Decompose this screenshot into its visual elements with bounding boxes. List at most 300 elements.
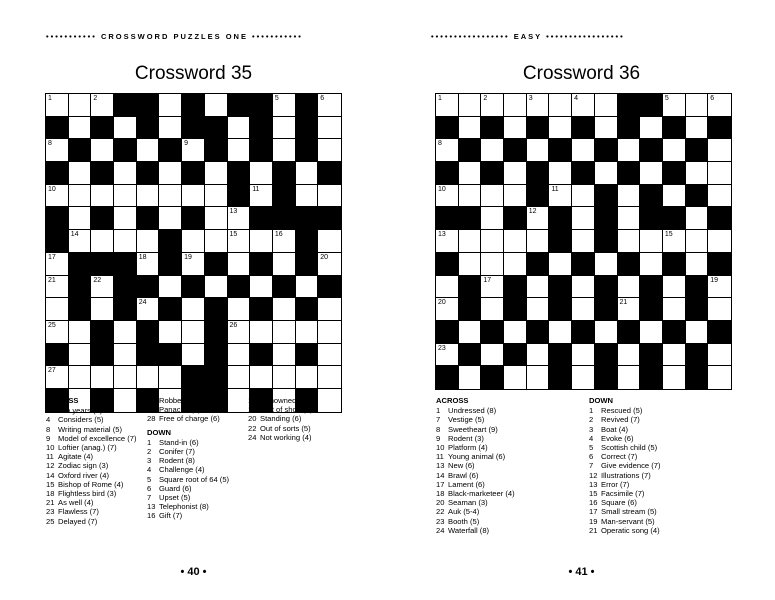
grid-cell[interactable] <box>481 344 504 367</box>
grid-cell[interactable] <box>318 298 341 321</box>
grid-cell[interactable] <box>640 321 663 344</box>
grid-cell[interactable] <box>572 276 595 299</box>
grid-cell[interactable] <box>250 276 273 299</box>
grid-cell[interactable] <box>504 366 527 389</box>
block-cell <box>159 230 182 253</box>
clue <box>436 471 536 480</box>
grid-cell[interactable] <box>708 185 731 208</box>
cell-number: 9 <box>184 140 189 148</box>
clue <box>589 526 689 535</box>
grid-cell[interactable] <box>504 230 527 253</box>
grid-cell[interactable] <box>46 321 69 344</box>
grid-cell[interactable] <box>504 321 527 344</box>
block-cell <box>137 344 160 367</box>
grid-cell[interactable] <box>504 117 527 140</box>
grid-cell[interactable] <box>459 366 482 389</box>
grid-cell[interactable] <box>159 276 182 299</box>
grid-cell[interactable] <box>504 94 527 117</box>
grid-cell[interactable] <box>69 117 92 140</box>
cell-number: 11 <box>252 185 260 193</box>
clue-number: 4 <box>147 465 152 475</box>
clue-text: Scottish child (5) <box>601 443 658 453</box>
grid-cell[interactable] <box>686 117 709 140</box>
grid-cell[interactable] <box>595 162 618 185</box>
grid-cell[interactable] <box>69 185 92 208</box>
grid-cell[interactable] <box>137 298 160 321</box>
grid-cell[interactable] <box>159 185 182 208</box>
grid-cell[interactable] <box>273 117 296 140</box>
block-cell <box>595 366 618 389</box>
grid-cell[interactable] <box>69 366 92 389</box>
block-cell <box>436 207 459 230</box>
clue-number: 10 <box>46 443 55 453</box>
grid-cell[interactable] <box>686 253 709 276</box>
clue-number: 9 <box>436 433 441 443</box>
grid-cell[interactable] <box>250 230 273 253</box>
block-cell <box>46 230 69 253</box>
grid-cell[interactable] <box>182 185 205 208</box>
grid-cell[interactable] <box>572 366 595 389</box>
grid-cell[interactable] <box>318 117 341 140</box>
grid-cell[interactable] <box>572 298 595 321</box>
grid-cell[interactable] <box>504 162 527 185</box>
grid-cell[interactable] <box>549 321 572 344</box>
grid-cell[interactable] <box>228 344 251 367</box>
grid-cell[interactable] <box>549 253 572 276</box>
grid-cell[interactable] <box>46 253 69 276</box>
block-cell <box>159 253 182 276</box>
grid-cell[interactable] <box>137 253 160 276</box>
grid-cell[interactable] <box>527 139 550 162</box>
grid-cell[interactable] <box>640 253 663 276</box>
grid-cell[interactable] <box>618 207 641 230</box>
cell-number: 10 <box>48 185 56 193</box>
clue <box>46 480 146 489</box>
block-cell <box>296 298 319 321</box>
grid-cell[interactable] <box>708 162 731 185</box>
grid-cell[interactable] <box>69 207 92 230</box>
grid-cell[interactable] <box>436 185 459 208</box>
grid-cell[interactable] <box>618 230 641 253</box>
clue-text: Upset (5) <box>159 493 191 503</box>
grid-cell[interactable] <box>708 298 731 321</box>
grid-cell[interactable] <box>549 162 572 185</box>
grid-cell[interactable] <box>205 162 228 185</box>
clue-text: Rescued (5) <box>601 406 643 416</box>
grid-cell[interactable] <box>595 94 618 117</box>
grid-cell[interactable] <box>205 94 228 117</box>
block-cell <box>114 298 137 321</box>
grid-cell[interactable] <box>459 94 482 117</box>
grid-cell[interactable] <box>228 207 251 230</box>
block-cell <box>228 185 251 208</box>
block-cell <box>137 321 160 344</box>
grid-cell[interactable] <box>572 230 595 253</box>
grid-cell[interactable] <box>273 366 296 389</box>
grid-cell[interactable] <box>618 344 641 367</box>
grid-cell[interactable] <box>205 207 228 230</box>
clue-text: Booth (5) <box>448 516 480 526</box>
clue <box>436 498 536 507</box>
grid-cell[interactable] <box>250 162 273 185</box>
grid-cell[interactable] <box>318 321 341 344</box>
clue <box>147 465 247 474</box>
clue-text: Panache (5) <box>159 405 201 415</box>
grid-cell[interactable] <box>708 230 731 253</box>
grid-cell[interactable] <box>46 139 69 162</box>
grid-cell[interactable] <box>69 162 92 185</box>
grid-cell[interactable] <box>182 321 205 344</box>
grid-cell[interactable] <box>663 298 686 321</box>
grid-cell[interactable] <box>46 298 69 321</box>
grid-cell[interactable] <box>273 344 296 367</box>
grid-cell[interactable] <box>114 366 137 389</box>
clue <box>46 489 146 498</box>
page-number: • 41 • <box>568 566 595 578</box>
grid-cell[interactable] <box>318 253 341 276</box>
grid-cell[interactable] <box>504 185 527 208</box>
clue <box>589 452 689 461</box>
clue-text: Operatic song (4) <box>601 525 660 535</box>
grid-cell[interactable] <box>481 207 504 230</box>
grid-cell[interactable] <box>708 139 731 162</box>
grid-cell[interactable] <box>159 321 182 344</box>
grid-cell[interactable] <box>527 366 550 389</box>
grid-cell[interactable] <box>481 230 504 253</box>
clue-number: 8 <box>46 424 51 434</box>
grid-cell[interactable] <box>663 366 686 389</box>
block-cell <box>640 276 663 299</box>
clue-text: Loftier (anag.) (7) <box>58 443 117 453</box>
grid-cell[interactable] <box>46 276 69 299</box>
grid-cell[interactable] <box>436 344 459 367</box>
grid-cell[interactable] <box>114 117 137 140</box>
clue <box>436 461 536 470</box>
grid-cell[interactable] <box>137 139 160 162</box>
clue-text: Black-marketeer (4) <box>448 489 515 499</box>
grid-cell[interactable] <box>663 139 686 162</box>
grid-cell[interactable] <box>572 344 595 367</box>
grid-cell[interactable] <box>572 94 595 117</box>
grid-cell[interactable] <box>481 298 504 321</box>
grid-cell[interactable] <box>527 207 550 230</box>
grid-cell[interactable] <box>159 94 182 117</box>
grid-cell[interactable] <box>459 321 482 344</box>
grid-cell[interactable] <box>91 139 114 162</box>
grid-cell[interactable] <box>205 230 228 253</box>
grid-cell[interactable] <box>46 185 69 208</box>
grid-cell[interactable] <box>436 276 459 299</box>
grid-cell[interactable] <box>159 117 182 140</box>
block-cell <box>663 253 686 276</box>
grid-cell[interactable] <box>318 139 341 162</box>
grid-cell[interactable] <box>595 253 618 276</box>
grid-cell[interactable] <box>618 366 641 389</box>
clue <box>248 396 348 405</box>
grid-cell[interactable] <box>708 276 731 299</box>
grid-cell[interactable] <box>182 253 205 276</box>
clue <box>589 489 689 498</box>
grid-cell[interactable] <box>69 94 92 117</box>
grid-cell[interactable] <box>640 230 663 253</box>
clue-text: Gift (7) <box>159 511 183 521</box>
clue-number: 27 <box>147 405 156 415</box>
block-cell <box>504 207 527 230</box>
block-cell <box>504 139 527 162</box>
cell-number: 20 <box>320 253 329 261</box>
clue-number: 1 <box>46 406 51 416</box>
grid-cell[interactable] <box>159 207 182 230</box>
grid-cell[interactable] <box>159 366 182 389</box>
clue-number: 13 <box>147 502 156 512</box>
grid-cell[interactable] <box>527 344 550 367</box>
clue-text: Ten years (6) <box>58 406 103 416</box>
grid-cell[interactable] <box>296 366 319 389</box>
grid-cell[interactable] <box>114 321 137 344</box>
clue-text: Robbery (5) <box>159 396 200 405</box>
running-header: ••••••••••••••••• EASY ••••••••••••••••• <box>431 32 625 41</box>
grid-cell[interactable] <box>159 162 182 185</box>
grid-cell[interactable] <box>640 117 663 140</box>
grid-cell[interactable] <box>459 253 482 276</box>
grid-cell[interactable] <box>527 230 550 253</box>
grid-cell[interactable] <box>663 185 686 208</box>
grid-cell[interactable] <box>296 185 319 208</box>
clue-column <box>147 396 247 521</box>
grid-cell[interactable] <box>91 276 114 299</box>
grid-cell[interactable] <box>91 298 114 321</box>
grid-cell[interactable] <box>273 94 296 117</box>
grid-cell[interactable] <box>273 298 296 321</box>
grid-cell[interactable] <box>527 94 550 117</box>
grid-cell[interactable] <box>114 344 137 367</box>
grid-cell[interactable] <box>228 366 251 389</box>
grid-cell[interactable] <box>527 298 550 321</box>
grid-cell[interactable] <box>273 253 296 276</box>
block-cell <box>182 207 205 230</box>
grid-cell[interactable] <box>663 276 686 299</box>
grid-cell[interactable] <box>459 185 482 208</box>
clue-number: 13 <box>436 461 445 471</box>
block-cell <box>504 344 527 367</box>
cell-number: 6 <box>710 95 715 102</box>
block-cell <box>436 117 459 140</box>
grid-cell[interactable] <box>504 253 527 276</box>
grid-cell[interactable] <box>663 230 686 253</box>
grid-cell[interactable] <box>250 366 273 389</box>
block-cell <box>182 162 205 185</box>
grid-cell[interactable] <box>436 139 459 162</box>
grid-cell[interactable] <box>595 321 618 344</box>
grid-cell[interactable] <box>137 185 160 208</box>
cell-number: 17 <box>483 276 492 284</box>
grid-cell[interactable] <box>296 276 319 299</box>
grid-cell[interactable] <box>459 117 482 140</box>
grid-cell[interactable] <box>318 185 341 208</box>
grid-cell[interactable] <box>663 344 686 367</box>
cell-number: 3 <box>138 95 143 102</box>
grid-cell[interactable] <box>481 185 504 208</box>
clue-heading: DOWN <box>589 396 614 405</box>
clue <box>436 526 536 535</box>
block-cell <box>114 139 137 162</box>
grid-cell[interactable] <box>228 117 251 140</box>
grid-cell[interactable] <box>114 185 137 208</box>
grid-cell[interactable] <box>572 139 595 162</box>
grid-cell[interactable] <box>436 230 459 253</box>
cell-number: 22 <box>528 321 537 329</box>
block-cell <box>318 276 341 299</box>
grid-cell[interactable] <box>137 366 160 389</box>
grid-cell[interactable] <box>69 321 92 344</box>
clue-text: As well (4) <box>58 498 94 508</box>
block-cell <box>250 94 273 117</box>
block-cell <box>527 253 550 276</box>
cell-number: 11 <box>551 185 559 193</box>
grid-cell[interactable] <box>228 139 251 162</box>
block-cell <box>91 207 114 230</box>
cell-number: 21 <box>48 276 56 284</box>
grid-cell[interactable] <box>618 298 641 321</box>
grid-cell[interactable] <box>46 366 69 389</box>
grid-cell[interactable] <box>318 94 341 117</box>
grid-cell[interactable] <box>481 139 504 162</box>
cell-number: 7 <box>619 117 624 125</box>
grid-cell[interactable] <box>182 139 205 162</box>
block-cell <box>686 298 709 321</box>
grid-cell[interactable] <box>549 117 572 140</box>
grid-cell[interactable] <box>686 207 709 230</box>
grid-cell[interactable] <box>708 94 731 117</box>
block-cell <box>618 94 641 117</box>
clue <box>589 406 689 415</box>
clue <box>147 475 247 484</box>
block-cell <box>296 117 319 140</box>
grid-cell[interactable] <box>527 276 550 299</box>
clue-text: Sweetheart (9) <box>448 424 498 434</box>
grid-cell[interactable] <box>46 94 69 117</box>
grid-cell[interactable] <box>91 185 114 208</box>
block-cell <box>46 117 69 140</box>
block-cell <box>663 162 686 185</box>
grid-cell[interactable] <box>595 117 618 140</box>
grid-cell[interactable] <box>114 207 137 230</box>
grid-cell[interactable] <box>686 321 709 344</box>
grid-cell[interactable] <box>182 298 205 321</box>
grid-cell[interactable] <box>686 230 709 253</box>
grid-cell[interactable] <box>459 162 482 185</box>
grid-cell[interactable] <box>618 185 641 208</box>
block-cell <box>159 344 182 367</box>
grid-cell[interactable] <box>182 344 205 367</box>
clue <box>436 489 536 498</box>
grid-cell[interactable] <box>296 321 319 344</box>
block-cell <box>318 162 341 185</box>
grid-cell[interactable] <box>250 321 273 344</box>
grid-cell[interactable] <box>436 298 459 321</box>
grid-cell[interactable] <box>114 230 137 253</box>
clue-number: 24 <box>436 525 445 535</box>
grid-cell[interactable] <box>686 94 709 117</box>
grid-cell[interactable] <box>572 185 595 208</box>
grid-cell[interactable] <box>273 321 296 344</box>
grid-cell[interactable] <box>436 94 459 117</box>
grid-cell[interactable] <box>273 139 296 162</box>
grid-cell[interactable] <box>459 230 482 253</box>
grid-cell[interactable] <box>481 253 504 276</box>
grid-cell[interactable] <box>205 185 228 208</box>
block-cell <box>481 321 504 344</box>
grid-cell[interactable] <box>91 230 114 253</box>
block-cell <box>640 139 663 162</box>
cell-number: 6 <box>320 95 325 102</box>
grid-cell[interactable] <box>296 162 319 185</box>
right-page <box>388 0 775 600</box>
grid-cell[interactable] <box>318 366 341 389</box>
clue-number: 23 <box>46 507 55 517</box>
left-page <box>0 0 387 600</box>
grid-cell[interactable] <box>91 366 114 389</box>
grid-cell[interactable] <box>318 344 341 367</box>
block-cell <box>572 162 595 185</box>
clue-number: 25 <box>46 516 55 526</box>
block-cell <box>91 321 114 344</box>
clue <box>147 456 247 465</box>
clue <box>46 443 146 452</box>
grid-cell[interactable] <box>69 344 92 367</box>
cell-number: 23 <box>184 276 192 284</box>
grid-cell[interactable] <box>640 162 663 185</box>
grid-cell[interactable] <box>481 94 504 117</box>
block-cell <box>595 344 618 367</box>
grid-cell[interactable] <box>708 366 731 389</box>
grid-cell[interactable] <box>618 276 641 299</box>
grid-cell[interactable] <box>481 276 504 299</box>
grid-cell[interactable] <box>91 94 114 117</box>
block-cell <box>273 207 296 230</box>
cell-number: 14 <box>70 231 79 239</box>
clue-number: 1 <box>147 437 152 447</box>
grid-cell[interactable] <box>228 321 251 344</box>
grid-cell[interactable] <box>549 94 572 117</box>
grid-cell[interactable] <box>708 344 731 367</box>
grid-cell[interactable] <box>663 94 686 117</box>
clue-text: Rodent (3) <box>448 433 484 443</box>
clue <box>46 507 146 516</box>
grid-cell[interactable] <box>228 253 251 276</box>
grid-cell[interactable] <box>318 230 341 253</box>
block-cell <box>686 366 709 389</box>
grid-cell[interactable] <box>114 162 137 185</box>
grid-cell[interactable] <box>572 207 595 230</box>
cell-number: 5 <box>274 95 279 102</box>
grid-cell[interactable] <box>618 139 641 162</box>
grid-cell[interactable] <box>250 185 273 208</box>
grid-cell[interactable] <box>228 230 251 253</box>
grid-cell[interactable] <box>686 162 709 185</box>
grid-cell[interactable] <box>205 276 228 299</box>
grid-cell[interactable] <box>69 230 92 253</box>
cell-number: 22 <box>93 276 102 284</box>
block-cell <box>549 344 572 367</box>
grid-cell[interactable] <box>182 230 205 253</box>
grid-cell[interactable] <box>228 298 251 321</box>
grid-cell[interactable] <box>273 230 296 253</box>
grid-cell[interactable] <box>549 185 572 208</box>
block-cell <box>595 230 618 253</box>
grid-cell[interactable] <box>137 230 160 253</box>
clue-number: 18 <box>436 489 445 499</box>
